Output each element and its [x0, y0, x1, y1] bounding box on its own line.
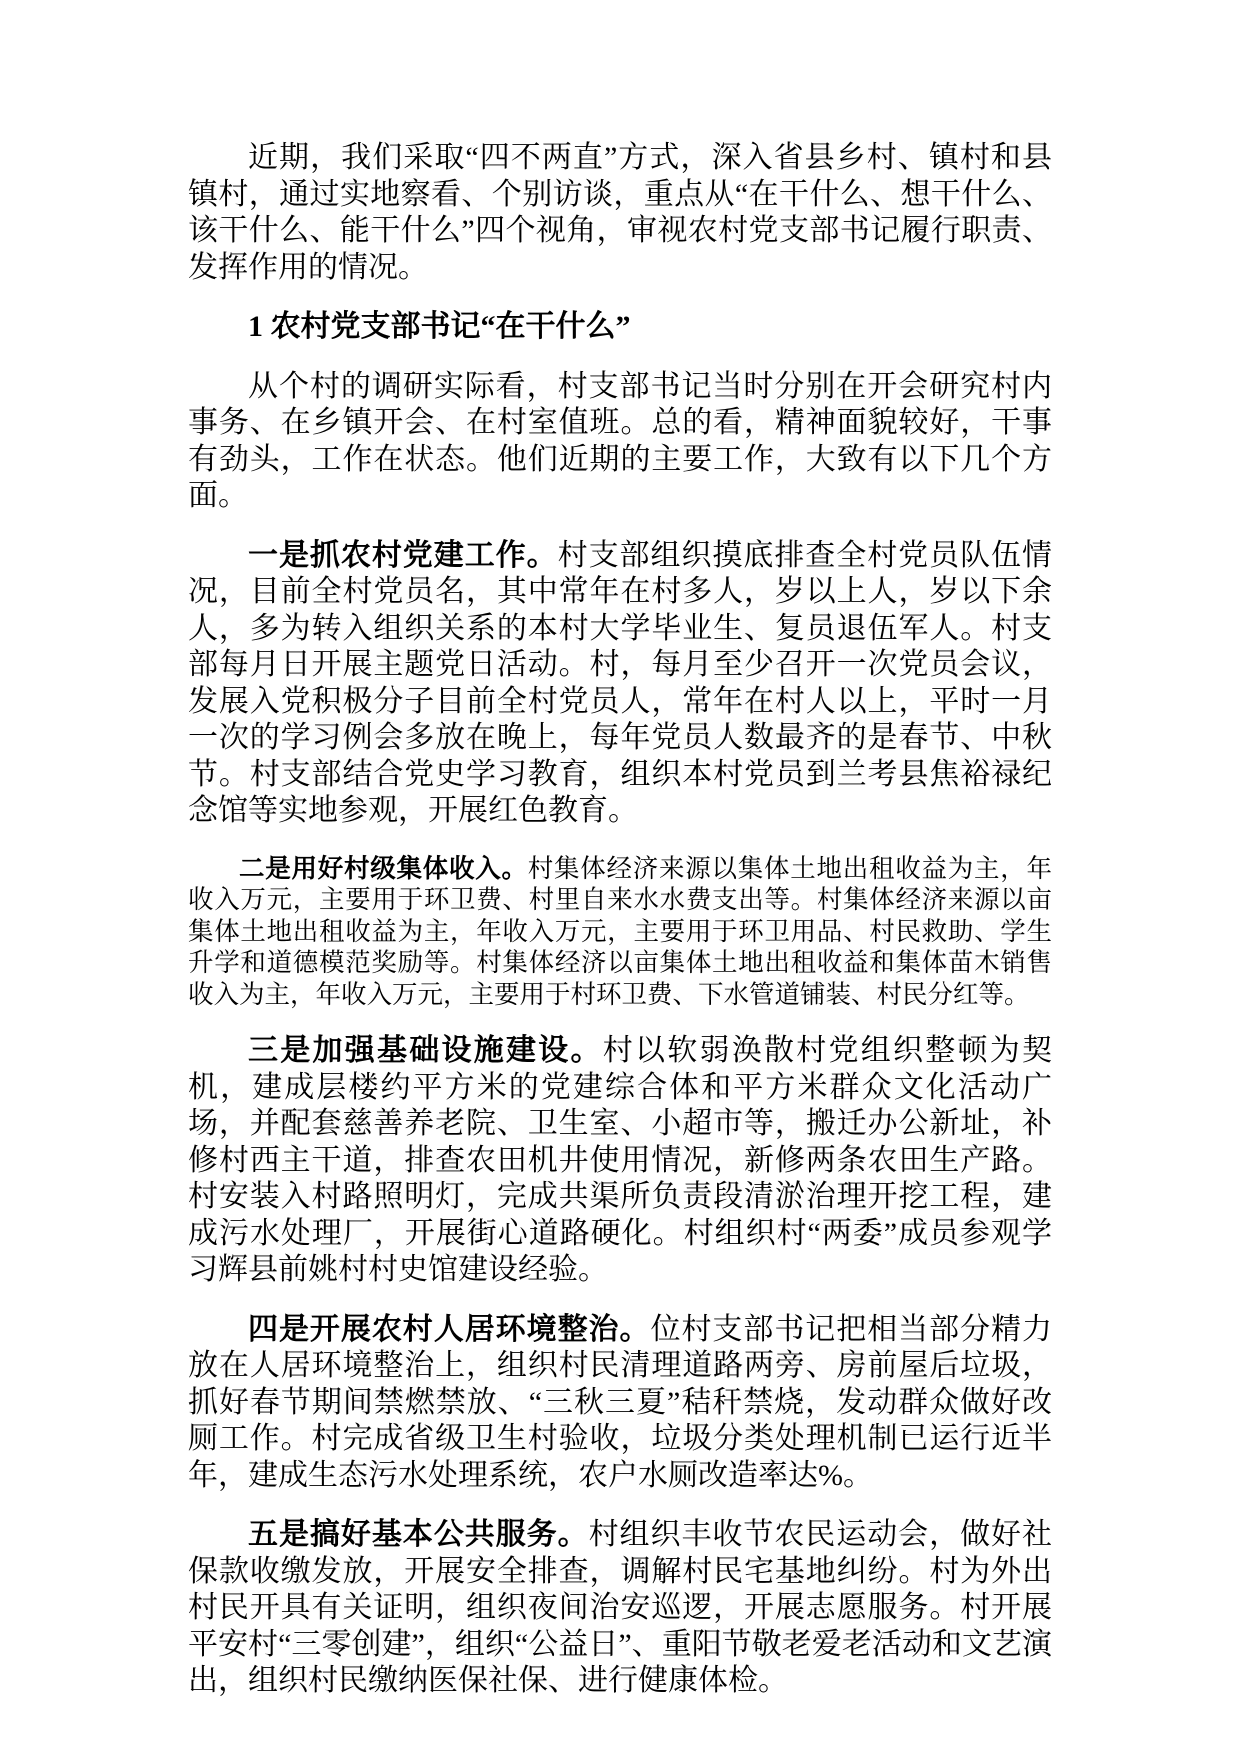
item-paragraph-3	[188, 1033, 1052, 1289]
item-paragraph-5	[188, 1517, 1052, 1700]
item-paragraph-2	[188, 853, 1052, 1011]
item-paragraph-4	[188, 1312, 1052, 1495]
item-body-3: 村以软弱涣散村党组织整顿为契机，建成层楼约平方米的党建综合体和平方米群众文化活动广场，并配套慈善养老院、卫生室、小超市等，搬迁办公新址，补修村西主干道，排查农田机井使用情况，新修两条农田生产路。村安装入村路照明灯，完成共渠所负责段清淤治理开挖工程，建成污水处理厂，开展街心道路硬化。村组织村“两委”成员参观学习辉县前姚村村史馆建设经验。	[188, 1034, 1052, 1286]
item-body-2: 村集体经济来源以集体土地出租收益为主，年收入万元，主要用于环卫费、村里自来水水费支出等。村集体经济来源以亩集体土地出租收益为主，年收入万元，主要用于环卫用品、村民救助、学生升学和道德模范奖励等。村集体经济以亩集体土地出租收益和集体苗木销售收入为主，年收入万元，主要用于村环卫费、下水管道铺装、村民分红等。	[188, 853, 1052, 1009]
overview-paragraph: 从个村的调研实际看，村支部书记当时分别在开会研究村内事务、在乡镇开会、在村室值班。总的看，精神面貌较好，干事有劲头，工作在状态。他们近期的主要工作，大致有以下几个方面。	[188, 369, 1052, 512]
item-body-1: 村支部组织摸底排查全村党员队伍情况，目前全村党员名，其中常年在村多人，岁以上人，岁以下余人，多为转入组织关系的本村大学毕业生、复员退伍军人。村支部每月日开展主题党日活动。村，每月至少召开一次党员会议，发展入党积极分子目前全村党员人，常年在村人以上，平时一月一次的学习例会多放在晚上，每年党员人数最齐的是春节、中秋节。村支部结合党史学习教育，组织本村党员到兰考县焦裕禄纪念馆等实地参观，开展红色教育。	[188, 538, 1053, 827]
item-lead-2: 二是用好村级集体收入。	[239, 853, 528, 883]
item-lead-1: 一是抓农村党建工作。	[248, 538, 558, 572]
section-heading: 1 农村党支部书记“在干什么”	[248, 310, 631, 343]
item-paragraph-1	[188, 538, 1052, 830]
item-body-5: 村组织丰收节农民运动会，做好社保款收缴发放，开展安全排查，调解村民宅基地纠纷。村为外出村民开具有关证明，组织夜间治安巡逻，开展志愿服务。村开展平安村“三零创建”，组织“公益日”、重阳节敬老爱老活动和文艺演出，组织村民缴纳医保社保、进行健康体检。	[188, 1518, 1053, 1697]
item-lead-3: 三是加强基础设施建设。	[248, 1034, 603, 1067]
intro-paragraph: 近期，我们采取“四不两直”方式，深入省县乡村、镇村和县镇村，通过实地察看、个别访谈，重点从“在干什么、想干什么、该干什么、能干什么”四个视角，审视农村党支部书记履行职责、发挥作用的情况。	[188, 141, 1052, 284]
item-lead-5: 五是搞好基本公共服务。	[248, 1518, 589, 1551]
item-body-4: 位村支部书记把相当部分精力放在人居环境整治上，组织村民清理道路两旁、房前屋后垃圾，抓好春节期间禁燃禁放、“三秋三夏”秸秆禁烧，发动群众做好改厕工作。村完成省级卫生村验收，垃圾分类处理机制已运行近半年，建成生态污水处理系统，农户水厕改造率达%。	[188, 1312, 1053, 1492]
item-lead-4: 四是开展农村人居环境整治。	[248, 1312, 651, 1346]
